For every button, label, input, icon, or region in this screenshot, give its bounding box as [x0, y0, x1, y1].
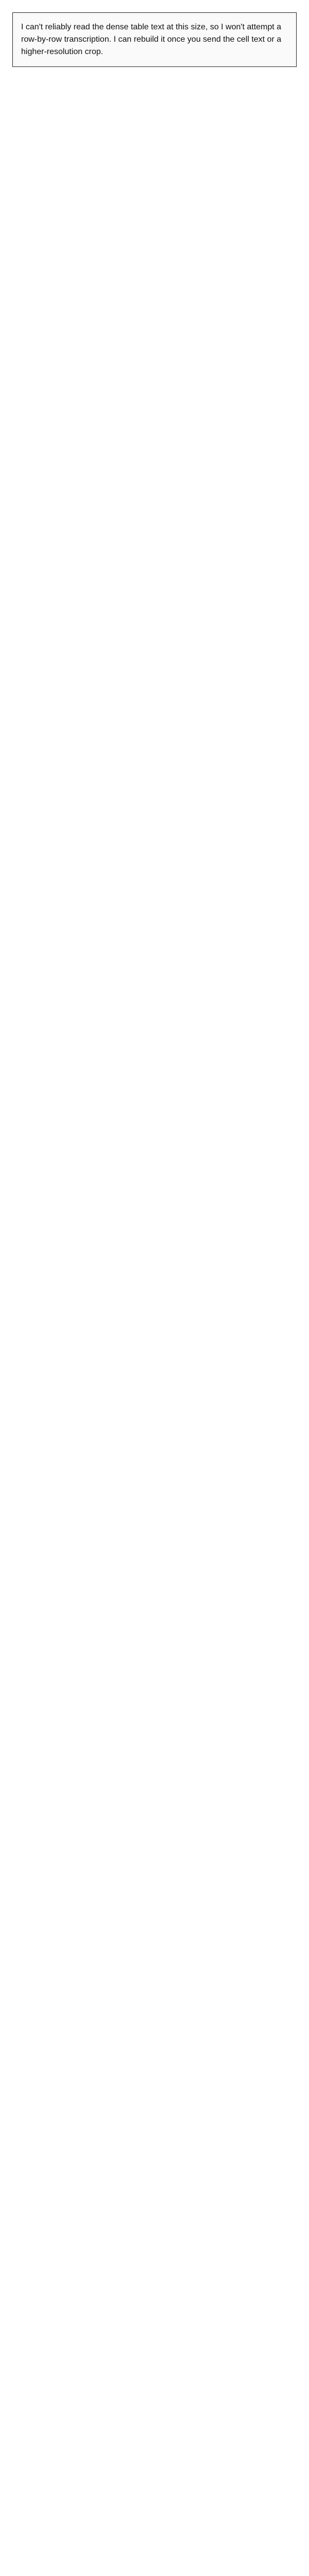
transcription-notice: I can't reliably read the dense table text at this size, so I won't attempt a row-by-row transcription. I can rebuild it once you send the cell text or a higher-resolution crop.: [12, 12, 297, 67]
